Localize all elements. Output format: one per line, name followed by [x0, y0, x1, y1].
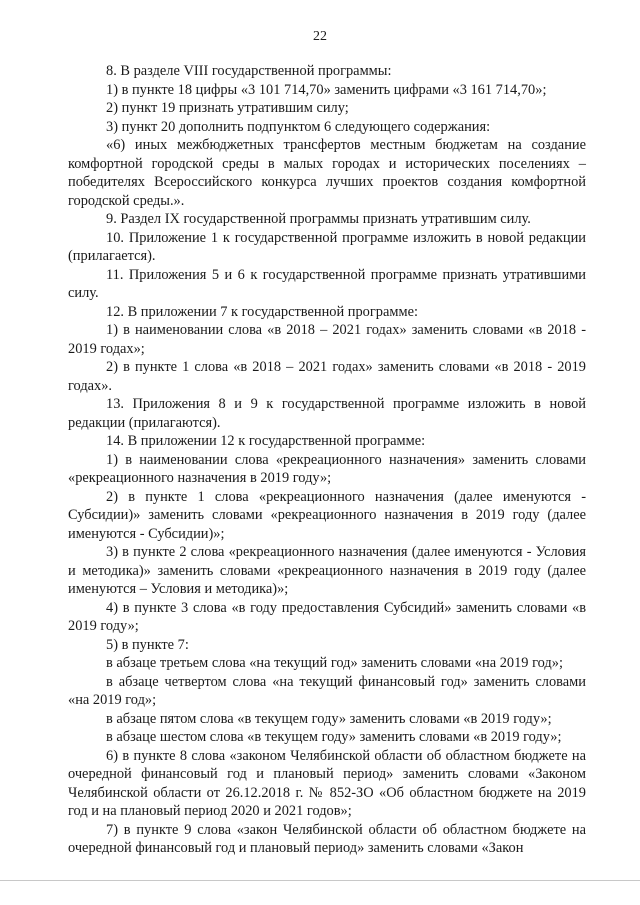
- paragraph: 10. Приложение 1 к государственной программе изложить в новой редакции (прилагается).: [68, 229, 586, 264]
- paragraph: в абзаце четвертом слова «на текущий финансовый год» заменить словами «на 2019 год»;: [68, 673, 586, 708]
- paragraph: 3) в пункте 2 слова «рекреационного назначения (далее именуются - Условия и методика)» заменить словами «рекреационного назначения в 2019 году (далее именуются – Условия и методика)»;: [68, 544, 586, 597]
- paragraph: 3) пункт 20 дополнить подпунктом 6 следующего содержания:: [106, 118, 491, 135]
- page-number: 22: [313, 29, 327, 44]
- paragraph: 8. В разделе VIII государственной программы:: [106, 63, 392, 79]
- paragraph: 13. Приложения 8 и 9 к государственной программе изложить в новой редакции (прилагаются).: [68, 396, 586, 431]
- paragraph: 9. Раздел IX государственной программы признать утратившим силу.: [106, 211, 531, 227]
- paragraph: в абзаце шестом слова «в текущем году» заменить словами «в 2019 году»;: [106, 729, 562, 745]
- paragraph: 7) в пункте 9 слова «закон Челябинской области об областном бюджете на очередной финансовый год и плановый период» заменить словами «Закон: [68, 821, 586, 856]
- paragraph: 12. В приложении 7 к государственной программе:: [106, 303, 418, 320]
- paragraph: 2) в пункте 1 слова «в 2018 – 2021 годах» заменить словами «в 2018 - 2019 годах».: [68, 359, 586, 394]
- paragraph: в абзаце пятом слова «в текущем году» заменить словами «в 2019 году»;: [106, 710, 552, 727]
- paragraph: 1) в пункте 18 цифры «3 101 714,70» заменить цифрами «3 161 714,70»;: [106, 81, 547, 98]
- paragraph: 14. В приложении 12 к государственной программе:: [106, 433, 426, 449]
- paragraph: 2) пункт 19 признать утратившим силу;: [106, 100, 349, 116]
- paragraph: 6) в пункте 8 слова «законом Челябинской области об областном бюджете на очередной финансовый год и плановый период» заменить словами «Законом Челябинской области от 26.12.2018 г. № 852-ЗО «Об областном бюджете на 2019 год и на плановый период 2020 и 2021 годов»;: [68, 747, 586, 819]
- paragraph: «6) иных межбюджетных трансфертов местным бюджетам на создание комфортной городской среды в малых городах и исторических поселениях – победителях Всероссийского конкурса лучших проектов создания комфортной городской среды.».: [68, 137, 586, 209]
- paragraph: 1) в наименовании слова «в 2018 – 2021 годах» заменить словами «в 2018 - 2019 годах»;: [68, 322, 586, 357]
- paragraph: 4) в пункте 3 слова «в году предоставления Субсидий» заменить словами «в 2019 году»;: [68, 599, 586, 634]
- document-body: [68, 62, 586, 858]
- paragraph: 5) в пункте 7:: [106, 636, 189, 653]
- scan-bottom-edge: [0, 880, 640, 881]
- paragraph: 2) в пункте 1 слова «рекреационного назначения (далее именуются - Субсидии)» заменить словами «рекреационного назначения в 2019 году (далее именуются - Субсидии)»;: [68, 488, 586, 542]
- paragraph: 11. Приложения 5 и 6 к государственной программе признать утратившими силу.: [68, 266, 586, 301]
- paragraph: в абзаце третьем слова «на текущий год» заменить словами «на 2019 год»;: [106, 655, 563, 671]
- paragraph: 1) в наименовании слова «рекреационного назначения» заменить словами «рекреационного назначения в 2019 году»;: [68, 451, 586, 486]
